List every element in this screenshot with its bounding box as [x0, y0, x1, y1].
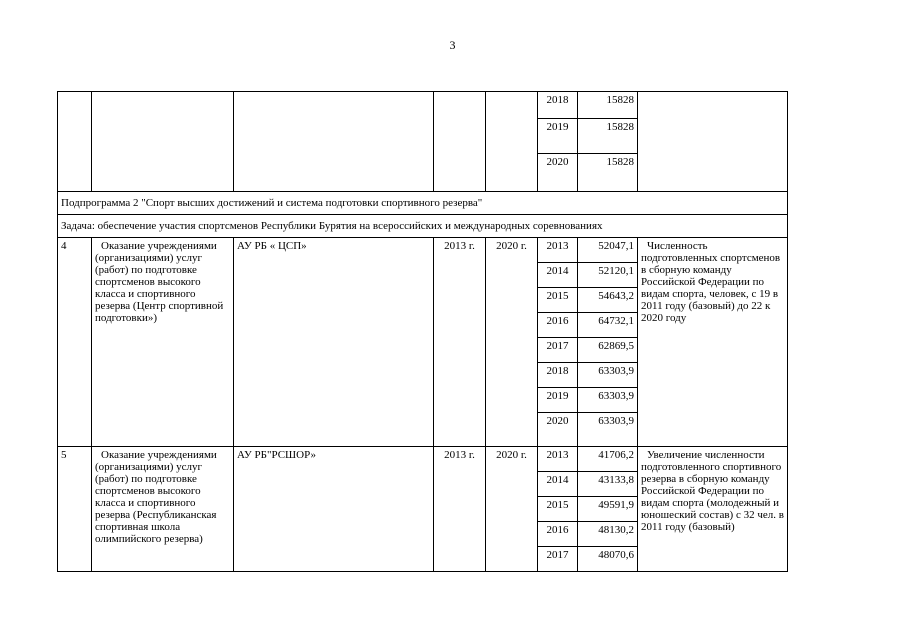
year-cell: 2017 — [538, 547, 578, 572]
item-indicator: Увеличение численности подготовленного спортивного резерва в сборную команду Российской Федерации по видам спорта (молодежный и юношеский состав) с 32 чел. в 2011 году (базовый) — [638, 447, 788, 572]
item-start-year: 2013 г. — [434, 238, 486, 447]
indicator-cell — [638, 92, 788, 192]
item-number: 4 — [58, 238, 92, 447]
value-cell: 63303,9 — [578, 413, 638, 447]
year-cell: 2013 — [538, 447, 578, 472]
year-cell: 2017 — [538, 338, 578, 363]
value-cell: 52120,1 — [578, 263, 638, 288]
value-cell: 63303,9 — [578, 363, 638, 388]
year-cell: 2013 — [538, 238, 578, 263]
year-cell: 2016 — [538, 522, 578, 547]
year-cell: 2020 — [538, 413, 578, 447]
start-cell — [434, 92, 486, 192]
page-number: 3 — [449, 38, 456, 52]
program-table — [57, 91, 788, 572]
value-cell: 64732,1 — [578, 313, 638, 338]
item-activity: Оказание учреждениями (организациями) услуг (работ) по подготовке спортсменов высокого класса и спортивного резерва (Центр спортивной подготовки») — [92, 238, 234, 447]
num-cell — [58, 92, 92, 192]
year-cell: 2016 — [538, 313, 578, 338]
value-cell: 49591,9 — [578, 497, 638, 522]
item-executor: АУ РБ"РСШОР» — [234, 447, 434, 572]
item-indicator: Численность подготовленных спортсменов в сборную команду Российской Федерации по видам спорта, человек, с 19 в 2011 году (базовый) до 22 к 2020 году — [638, 238, 788, 447]
year-cell: 2014 — [538, 472, 578, 497]
table-row — [58, 447, 788, 472]
year-cell: 2018 — [538, 363, 578, 388]
item-end-year: 2020 г. — [486, 238, 538, 447]
value-cell: 54643,2 — [578, 288, 638, 313]
task-title: Задача: обеспечение участия спортсменов Республики Бурятия на всероссийских и международных соревнованиях — [58, 215, 788, 238]
item-number: 5 — [58, 447, 92, 572]
subprogram-title: Подпрограмма 2 "Спорт высших достижений и система подготовки спортивного резерва" — [58, 192, 788, 215]
value-cell: 15828 — [578, 119, 638, 154]
item-end-year: 2020 г. — [486, 447, 538, 572]
activity-cell — [92, 92, 234, 192]
item-start-year: 2013 г. — [434, 447, 486, 572]
item-activity: Оказание учреждениями (организациями) услуг (работ) по подготовке спортсменов высокого класса и спортивного резерва (Республиканская спортивная школа олимпийского резерва) — [92, 447, 234, 572]
year-cell: 2019 — [538, 388, 578, 413]
value-cell: 48130,2 — [578, 522, 638, 547]
subprogram-row — [58, 192, 788, 215]
end-cell — [486, 92, 538, 192]
year-cell: 2019 — [538, 119, 578, 154]
item-executor: АУ РБ « ЦСП» — [234, 238, 434, 447]
value-cell: 62869,5 — [578, 338, 638, 363]
value-cell: 48070,6 — [578, 547, 638, 572]
year-cell: 2018 — [538, 92, 578, 119]
year-cell: 2014 — [538, 263, 578, 288]
value-cell: 15828 — [578, 92, 638, 119]
value-cell: 41706,2 — [578, 447, 638, 472]
executor-cell — [234, 92, 434, 192]
table-row — [58, 92, 788, 119]
year-cell: 2015 — [538, 497, 578, 522]
table-row — [58, 238, 788, 263]
value-cell: 63303,9 — [578, 388, 638, 413]
value-cell: 52047,1 — [578, 238, 638, 263]
task-row — [58, 215, 788, 238]
value-cell: 43133,8 — [578, 472, 638, 497]
year-cell: 2015 — [538, 288, 578, 313]
year-cell: 2020 — [538, 154, 578, 192]
value-cell: 15828 — [578, 154, 638, 192]
